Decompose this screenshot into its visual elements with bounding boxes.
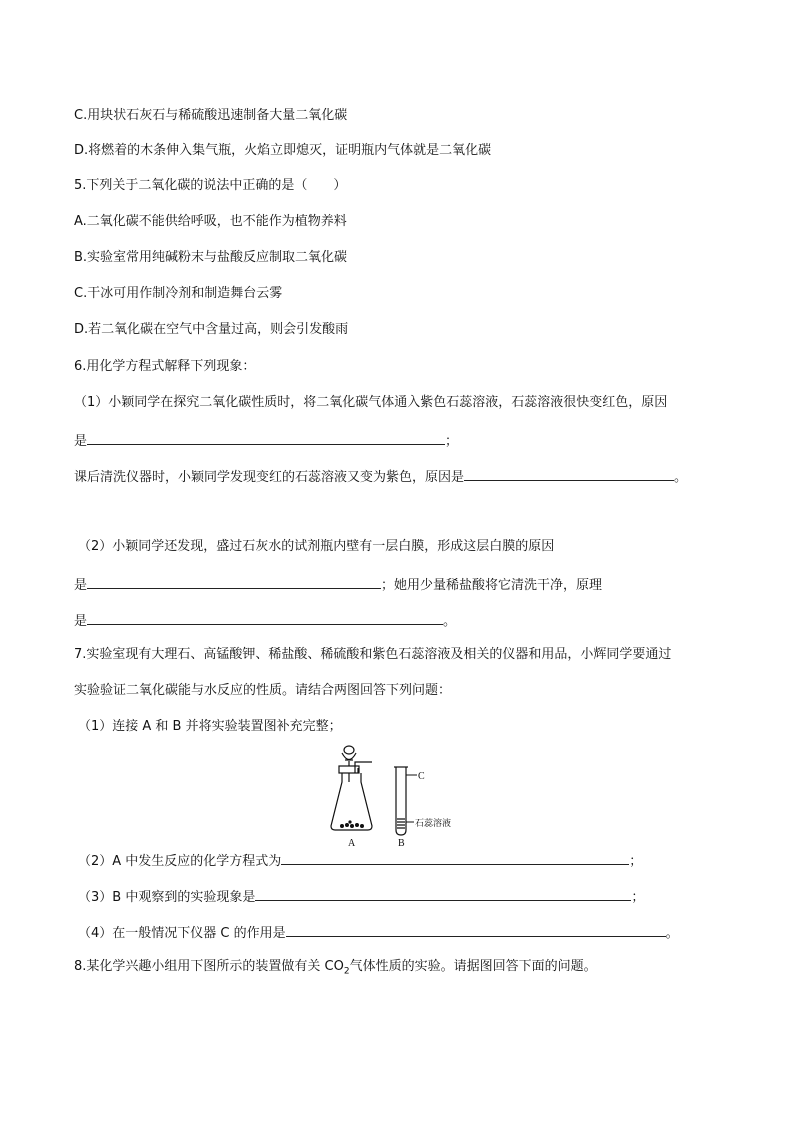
answer-blank-6-1b[interactable]: [464, 466, 674, 481]
followup-end: 。: [674, 470, 688, 485]
q8-subscript: 2: [343, 966, 350, 977]
part-4-end: 。: [665, 926, 679, 941]
question-7-stem-continued: 实验验证二氧化碳能与水反应的性质。请结合两图回答下列问题：: [74, 683, 452, 698]
question-6-part-1: （1）小颖同学在探究二氧化碳性质时，将二氧化碳气体通入紫色石蕊溶液，石蕊溶液很快变红色，原因: [74, 395, 668, 410]
question-7-part-2: [78, 850, 642, 871]
question-5-option-c: C.干冰可用作制冷剂和制造舞台云雾: [74, 286, 283, 301]
answer-prefix: 是: [74, 578, 88, 593]
label-c: C: [418, 771, 425, 782]
answer-blank-6-2b[interactable]: [87, 610, 443, 625]
question-5-stem: 5.下列关于二氧化碳的说法中正确的是（ ）: [74, 178, 347, 193]
separatory-funnel-icon: [342, 746, 356, 782]
answer-blank-6-2[interactable]: [87, 574, 381, 589]
label-a: A: [348, 838, 356, 849]
followup-text: 课后清洗仪器时，小颖同学发现变红的石蕊溶液又变为紫色，原因是: [74, 470, 465, 485]
stopper-icon: [339, 766, 359, 773]
answer-suffix: ；: [445, 434, 459, 449]
question-6-part-2-answer-line: [74, 574, 602, 595]
part-4-text: （4）在一般情况下仪器 C 的作用是: [78, 926, 286, 941]
answer-middle: ；她用少量稀盐酸将它清洗干净，原理: [381, 578, 603, 593]
option-c-text: C.用块状石灰石与稀硫酸迅速制备大量二氧化碳: [74, 108, 348, 123]
question-5-option-d: D.若二氧化碳在空气中含量过高，则会引发酸雨: [74, 322, 349, 337]
answer-blank-7-2[interactable]: [281, 850, 629, 865]
question-7-part-3: [78, 886, 644, 907]
answer-prefix: 是: [74, 614, 88, 629]
question-6-part-1-followup: [74, 466, 687, 487]
test-tube-icon: [394, 767, 408, 835]
marble-chips-icon: [340, 820, 364, 828]
question-8-stem: [74, 958, 597, 981]
answer-prefix: 是: [74, 434, 88, 449]
answer-blank-7-4[interactable]: [286, 922, 666, 937]
answer-suffix: 。: [443, 614, 457, 629]
answer-blank-6-1[interactable]: [87, 430, 445, 445]
question-6-stem: 6.用化学方程式解释下列现象：: [74, 359, 256, 374]
answer-blank-7-3[interactable]: [255, 886, 631, 901]
question-6-part-2-principle-line: [74, 610, 456, 631]
question-5-option-b: B.实验室常用纯碱粉末与盐酸反应制取二氧化碳: [74, 250, 348, 265]
apparatus-figure: [328, 742, 488, 852]
part-3-text: （3）B 中观察到的实验现象是: [78, 890, 256, 905]
label-solution: 石蕊溶液: [415, 819, 452, 829]
q8-text-start: 8.某化学兴趣小组用下图所示的装置做有关 CO: [74, 959, 344, 974]
option-d-text: D.将燃着的木条伸入集气瓶，火焰立即熄灭，证明瓶内气体就是二氧化碳: [74, 143, 492, 158]
question-7-part-1: （1）连接 A 和 B 并将实验装置图补充完整；: [78, 719, 342, 734]
question-7-stem: 7.实验室现有大理石、高锰酸钾、稀盐酸、稀硫酸和紫色石蕊溶液及相关的仪器和用品，小辉同学要通过: [74, 647, 672, 662]
part-3-end: ；: [631, 890, 645, 905]
question-6-part-2: （2）小颖同学还发现，盛过石灰水的试剂瓶内壁有一层白膜，形成这层白膜的原因: [78, 539, 555, 554]
question-6-part-1-answer-line: [74, 430, 458, 451]
label-b: B: [398, 838, 405, 849]
part-2-text: （2）A 中发生反应的化学方程式为: [78, 854, 282, 869]
question-7-part-4: [78, 922, 679, 943]
q8-text-end: 气体性质的实验。请据图回答下面的问题。: [349, 959, 597, 974]
part-2-end: ；: [629, 854, 643, 869]
question-5-option-a: A.二氧化碳不能供给呼吸，也不能作为植物养料: [74, 214, 347, 229]
